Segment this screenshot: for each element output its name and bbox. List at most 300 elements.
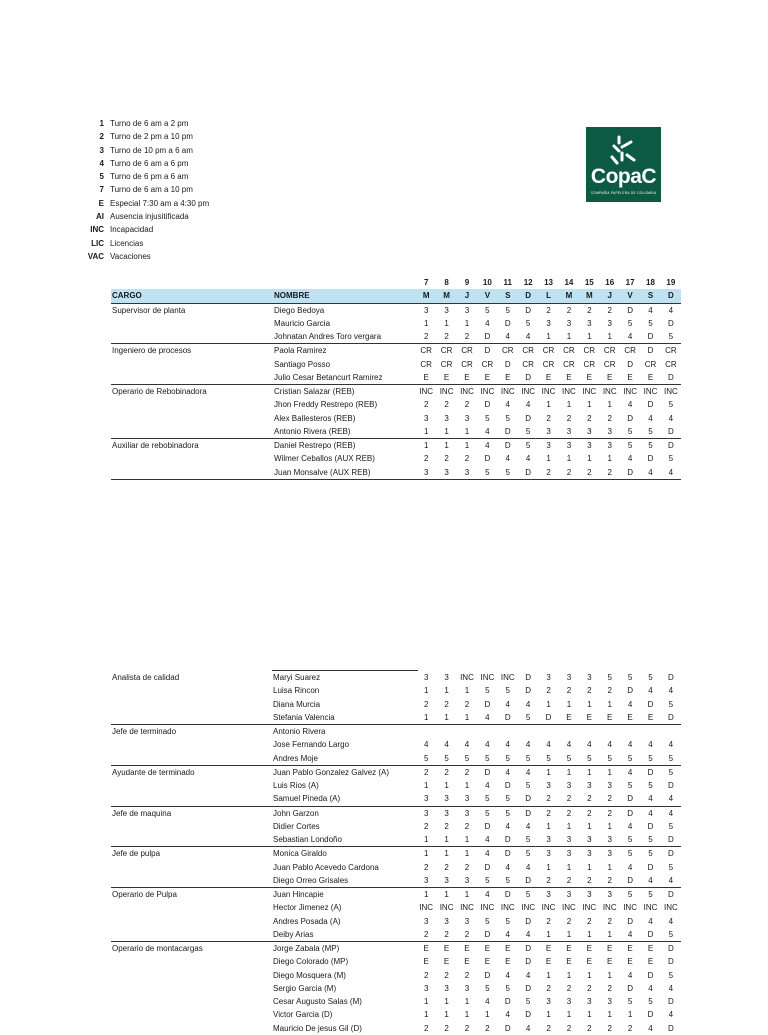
shift-cell: INC	[521, 903, 536, 913]
shift-cell: D	[627, 305, 633, 315]
shift-cell: 1	[607, 332, 612, 341]
shift-cell: E	[607, 712, 613, 722]
nombre-cell: Didier Cortes	[273, 821, 320, 831]
shift-cell: 1	[566, 332, 572, 341]
shift-cell: 2	[566, 686, 572, 696]
shift-cell: 1	[587, 1010, 592, 1020]
shift-cell: INC	[500, 673, 515, 682]
shift-cell: INC	[663, 387, 678, 396]
shift-cell: 1	[566, 400, 572, 410]
nombre-cell: Mauricio Garcia	[274, 318, 331, 328]
shift-cell: 1	[464, 849, 470, 859]
shift-cell: 2	[444, 929, 449, 939]
shift-cell: E	[484, 957, 491, 967]
table-row	[111, 806, 681, 820]
shift-cell: 2	[607, 875, 612, 885]
cargo-cell: Operario de montacargas	[112, 944, 203, 953]
cargo-cell: Jefe de maquina	[112, 808, 172, 818]
schedule-table-bottom	[111, 671, 681, 1035]
table-row	[111, 724, 681, 738]
nombre-cell: Andres Moje	[273, 753, 318, 763]
shift-cell: D	[627, 467, 633, 477]
nombre-cell: Juan Pablo Gonzalez Galvez (A)	[273, 767, 390, 777]
nombre-cell: Sebastian Londoño	[273, 835, 342, 844]
date-header-cell: 17	[625, 278, 635, 287]
shift-cell: 2	[566, 413, 572, 423]
shift-cell: 5	[648, 426, 653, 436]
shift-cell: D	[627, 983, 633, 993]
shift-cells	[416, 982, 681, 995]
shift-cell: CR	[440, 359, 453, 369]
nombre-cell: Hector Jimenez (A)	[273, 903, 342, 913]
shift-cell: 1	[464, 441, 470, 450]
nombre-cell: John Garzon	[273, 808, 319, 818]
shift-cells	[416, 452, 681, 465]
shift-cell: 5	[668, 862, 674, 872]
shift-cell: 3	[464, 305, 470, 315]
shift-cell: INC	[602, 387, 617, 396]
shift-cell: 1	[464, 890, 470, 899]
shift-cell: 2	[444, 400, 449, 410]
shift-cell: 1	[423, 712, 429, 722]
shift-cell: 2	[566, 305, 572, 315]
legend-description: Ausencia injusitificada	[110, 212, 189, 222]
shift-cell: E	[443, 944, 450, 953]
shift-cell: CR	[624, 346, 636, 356]
shift-cell: D	[627, 686, 633, 696]
shift-cell: 5	[648, 997, 653, 1006]
shift-cell: 1	[546, 929, 551, 939]
shift-cell: 3	[566, 890, 572, 899]
shift-cell: 3	[546, 673, 551, 682]
shift-cells	[416, 861, 681, 874]
shift-cells	[416, 425, 681, 438]
table-row	[111, 438, 681, 452]
shift-cell: 3	[587, 997, 592, 1006]
shift-cell: 5	[485, 413, 490, 423]
table-row	[111, 303, 681, 317]
shift-cell: 1	[444, 686, 449, 696]
shift-cell: 5	[627, 997, 633, 1006]
shift-cell: 1	[566, 821, 572, 831]
date-header-row	[111, 276, 681, 289]
date-header-cell: 19	[666, 278, 676, 287]
legend-description: Turno de 6 am a 10 pm	[110, 185, 193, 195]
shift-cell: 3	[607, 318, 612, 328]
cargo-cell: Analista de calidad	[112, 673, 180, 682]
nombre-cell: Diego Orreo Grisales	[273, 875, 349, 885]
shift-cell: D	[484, 400, 491, 410]
shift-cells	[416, 901, 681, 914]
shift-cell: 2	[607, 413, 612, 423]
shift-cell: D	[525, 983, 532, 993]
shift-cell: 4	[485, 740, 490, 750]
weekday-header-cell: J	[607, 291, 612, 301]
shift-cell: 5	[668, 699, 674, 709]
shift-cell: 5	[627, 426, 633, 436]
shift-cell: 2	[566, 983, 572, 993]
table-row	[111, 846, 681, 860]
shift-cell: 1	[587, 767, 592, 777]
shift-cell: 2	[464, 929, 470, 939]
shift-cells	[416, 371, 681, 384]
shift-cell: 3	[566, 835, 572, 844]
shift-cell: D	[484, 821, 491, 831]
shift-cell: 3	[444, 413, 449, 423]
shift-cell: 2	[607, 916, 612, 926]
shift-cell: 2	[607, 808, 612, 818]
legend-code: INC	[90, 225, 104, 235]
shift-cell: CR	[420, 359, 432, 369]
table-row	[111, 398, 681, 411]
shift-cell: 1	[607, 862, 612, 872]
shift-cell: 4	[668, 467, 674, 477]
shift-cell: 5	[668, 970, 674, 980]
shift-cell: E	[607, 372, 613, 382]
shift-cell: E	[484, 372, 491, 382]
shift-cell: INC	[562, 903, 576, 913]
shift-cell: 1	[607, 970, 612, 980]
shift-cell: 1	[423, 1010, 429, 1020]
shift-cell: D	[647, 454, 654, 464]
shift-cell: 3	[464, 875, 470, 885]
legend-description: Incapacidad	[110, 225, 154, 235]
shift-cell: 1	[444, 712, 449, 722]
shift-cell: 3	[444, 794, 449, 804]
shift-cells	[416, 807, 681, 820]
shift-cell: 4	[648, 875, 653, 885]
legend-row	[84, 130, 209, 143]
shift-cell: 1	[423, 835, 429, 844]
shift-cell: 2	[587, 875, 592, 885]
shift-cell: CR	[542, 346, 555, 356]
date-header-cell: 8	[444, 278, 449, 287]
shift-cell: 2	[464, 332, 470, 341]
shift-cell: 1	[423, 849, 429, 859]
shift-cell: E	[566, 944, 572, 953]
shift-cells	[416, 766, 681, 779]
shift-cell: D	[667, 890, 674, 899]
shift-cell: 1	[587, 332, 592, 341]
shift-cell: 1	[464, 835, 470, 844]
shift-cell: 3	[607, 426, 612, 436]
shift-cell: 5	[668, 753, 674, 763]
shift-cell: D	[525, 673, 532, 682]
weekday-header-cell: M	[585, 291, 593, 301]
nombre-cell: Jorge Zabala (MP)	[273, 944, 340, 953]
shift-cell: 2	[607, 1023, 612, 1033]
shift-cell: 4	[627, 929, 633, 939]
shift-cell: 2	[587, 916, 592, 926]
shift-cell: 5	[485, 916, 490, 926]
shift-cell: D	[525, 916, 532, 926]
shift-cells	[416, 833, 681, 846]
shift-cell: 2	[607, 305, 612, 315]
legend-row	[84, 144, 209, 157]
shift-cells	[416, 684, 681, 697]
shift-cell: 5	[485, 875, 490, 885]
nombre-cell: Cesar Augusto Salas (M)	[273, 997, 362, 1006]
shift-cell: 3	[464, 808, 470, 818]
shift-cell: D	[504, 359, 511, 369]
table-row	[111, 874, 681, 887]
shift-cell: 2	[423, 767, 429, 777]
shift-cell: 4	[627, 332, 633, 341]
shift-cell: CR	[440, 346, 453, 356]
shift-cell: 5	[627, 673, 633, 682]
nombre-cell: Santiago Posso	[274, 359, 331, 369]
shift-cell: 2	[566, 875, 572, 885]
shift-cell: 2	[444, 862, 449, 872]
shift-cell: 4	[485, 318, 490, 328]
shift-cell: D	[667, 944, 674, 953]
shift-cell: D	[484, 929, 491, 939]
shift-cells	[416, 358, 681, 371]
shift-cell: 2	[607, 467, 612, 477]
shift-cell: 4	[648, 413, 653, 423]
shift-cell: INC	[460, 903, 474, 913]
shift-cells	[416, 466, 681, 479]
shift-cell: 1	[566, 862, 572, 872]
shift-cell: 4	[627, 454, 633, 464]
shift-cell: INC	[439, 903, 454, 913]
nombre-cell: Antonio Rivera	[273, 727, 326, 736]
table-row	[111, 887, 681, 901]
shift-cell: 1	[485, 1010, 490, 1020]
shift-cell: 3	[464, 794, 470, 804]
shift-cell: 4	[668, 413, 674, 423]
shift-cell: 3	[607, 849, 612, 859]
nombre-cell: Paola Ramirez	[274, 346, 327, 356]
shift-cell: INC	[419, 387, 434, 396]
nombre-cell: Juan Pablo Acevedo Cardona	[273, 862, 379, 872]
shift-cell: D	[484, 332, 491, 341]
shift-cell: 4	[648, 1023, 653, 1033]
shift-cell: CR	[603, 359, 616, 369]
shift-cell: INC	[541, 903, 556, 913]
shift-cell: 2	[444, 970, 449, 980]
shift-cell: 4	[464, 740, 470, 750]
weekday-header-cell: J	[464, 291, 470, 301]
weekday-header-cells	[416, 289, 681, 302]
shift-cell: 1	[423, 997, 429, 1006]
shift-cell: 4	[485, 781, 490, 790]
shift-cell: 2	[464, 821, 470, 831]
shift-cell: D	[484, 454, 491, 464]
shift-cell: E	[586, 944, 592, 953]
shift-cells	[416, 671, 681, 684]
shift-cell: 2	[464, 400, 470, 410]
shift-cell: 2	[423, 699, 429, 709]
nombre-header: NOMBRE	[274, 291, 310, 301]
shift-cell: D	[667, 835, 674, 844]
shift-cell: 5	[627, 890, 633, 899]
shift-cells	[416, 317, 681, 330]
shift-cell: 5	[485, 794, 490, 804]
shift-cell: INC	[602, 903, 617, 913]
shift-cell: 3	[607, 997, 612, 1006]
shift-cell: 4	[505, 454, 510, 464]
shift-cells	[416, 955, 681, 968]
shift-cells	[416, 1008, 681, 1021]
shift-cell: E	[647, 944, 654, 953]
shift-cell: 1	[607, 767, 612, 777]
shift-cell: E	[545, 372, 552, 382]
shift-cell: E	[627, 957, 633, 967]
shift-cell: D	[647, 862, 654, 872]
shift-cell: 4	[648, 808, 653, 818]
shift-cell: 4	[668, 686, 674, 696]
shift-cells	[416, 888, 681, 901]
shift-cell: 2	[587, 1023, 592, 1033]
shift-cell: INC	[623, 387, 637, 396]
shift-cell: 5	[485, 983, 490, 993]
shift-cell: 2	[566, 808, 572, 818]
shift-cell: 2	[444, 332, 449, 341]
shift-cell: 4	[668, 740, 674, 750]
shift-cell: 1	[444, 441, 449, 450]
shift-cell: 2	[587, 983, 592, 993]
shift-cell: 5	[525, 318, 531, 328]
shift-cell: CR	[583, 346, 596, 356]
shift-cell: 5	[607, 753, 612, 763]
table-row	[111, 330, 681, 343]
legend-row	[84, 170, 209, 183]
shift-cell: D	[504, 835, 511, 844]
shift-cell: 5	[668, 400, 674, 410]
shift-cells	[416, 304, 681, 317]
shift-cell: 1	[546, 767, 551, 777]
shift-cell: 3	[423, 673, 429, 682]
table-row	[111, 425, 681, 438]
shift-cell: 1	[607, 400, 612, 410]
date-header-cell: 12	[523, 278, 533, 287]
shift-cell: D	[667, 372, 674, 382]
legend-row	[84, 250, 209, 263]
shift-cell: 4	[525, 862, 531, 872]
weekday-header-cell: M	[443, 291, 450, 301]
shift-cell: 3	[546, 997, 551, 1006]
legend-code: E	[98, 198, 104, 208]
table-row	[111, 317, 681, 330]
shift-cell: 1	[444, 997, 449, 1006]
shift-cell: 2	[607, 686, 612, 696]
shift-cell: 3	[444, 305, 449, 315]
shift-cell: 4	[485, 426, 490, 436]
shift-cell: INC	[663, 903, 678, 913]
shift-cell: 5	[485, 753, 490, 763]
shift-cell: 4	[648, 467, 653, 477]
shift-cell: CR	[461, 359, 473, 369]
shift-cell: 4	[525, 821, 531, 831]
shift-cell: 5	[505, 753, 510, 763]
shift-cell: D	[484, 699, 491, 709]
legend-description: Especial 7:30 am a 4:30 pm	[110, 198, 210, 208]
shift-cell: 1	[444, 849, 449, 859]
shift-cell: 3	[566, 441, 572, 450]
legend-description: Vacaciones	[110, 251, 151, 261]
shift-cell: 5	[525, 426, 531, 436]
table-row	[111, 765, 681, 779]
shift-cell: 5	[525, 849, 531, 859]
shift-cell: 4	[485, 835, 490, 844]
shift-cell: CR	[522, 346, 534, 356]
shift-cell: D	[627, 875, 633, 885]
shift-cell: 3	[423, 794, 429, 804]
shift-cell: E	[647, 712, 654, 722]
shift-cell: 1	[464, 781, 470, 790]
column-header-row	[111, 289, 681, 302]
shift-cell: 3	[423, 305, 429, 315]
nombre-cell: Sergio Garcia (M)	[273, 983, 337, 993]
shift-cell: D	[504, 441, 511, 450]
shift-cell: 1	[587, 862, 592, 872]
table-row	[111, 412, 681, 425]
shift-cell: 1	[423, 426, 429, 436]
nombre-cell: Victor Garcia (D)	[273, 1010, 333, 1020]
shift-cell: 3	[546, 441, 551, 450]
shift-cells	[416, 820, 681, 833]
shift-cell: 5	[648, 441, 653, 450]
shift-cell: 4	[627, 821, 633, 831]
shift-cell: 5	[668, 332, 674, 341]
shift-cells	[416, 330, 681, 343]
shift-cell: 5	[505, 794, 510, 804]
shift-cell: D	[647, 970, 654, 980]
table-row	[111, 861, 681, 874]
shift-cell: CR	[665, 359, 677, 369]
shift-cell: 2	[607, 983, 612, 993]
shift-cell: 3	[423, 413, 429, 423]
shift-cell: CR	[644, 359, 657, 369]
shift-cell: 5	[485, 686, 490, 696]
weekday-header-cell: V	[627, 291, 633, 301]
shift-cell: 4	[525, 699, 531, 709]
shift-cell: INC	[643, 903, 658, 913]
legend-description: Turno de 2 pm a 10 pm	[110, 132, 193, 142]
cargo-cell: Jefe de pulpa	[112, 849, 161, 859]
shift-cell: 4	[505, 400, 510, 410]
shift-cell: 1	[444, 1010, 449, 1020]
shift-cell: 1	[464, 426, 470, 436]
nombre-cell: Andres Posada (A)	[273, 916, 341, 926]
shift-cell: D	[484, 862, 491, 872]
shift-cell: 1	[587, 821, 592, 831]
date-header-cells	[416, 276, 681, 289]
table-row	[111, 969, 681, 982]
shift-cell: 3	[423, 808, 429, 818]
shift-cell: 2	[464, 699, 470, 709]
shift-cell: CR	[501, 346, 514, 356]
shift-cell: E	[607, 944, 613, 953]
nombre-cell: Juan Monsalve (AUX REB)	[274, 467, 371, 477]
shift-cell: 5	[525, 712, 531, 722]
shift-cell: D	[647, 332, 654, 341]
shift-cell: 2	[464, 1023, 470, 1033]
shift-cell: 4	[668, 916, 674, 926]
shift-cell: 4	[587, 740, 592, 750]
table-row	[111, 941, 681, 955]
shift-cell: D	[667, 997, 674, 1006]
nombre-cell: Diana Murcia	[273, 699, 321, 709]
legend-row	[84, 183, 209, 196]
shift-cell: 2	[546, 875, 551, 885]
cargo-cell: Operario de Rebobinadora	[112, 387, 207, 396]
shift-cell: 1	[423, 781, 429, 790]
shift-cell: 5	[485, 808, 490, 818]
shift-cell: E	[464, 957, 470, 967]
shift-cell: INC	[439, 387, 454, 396]
